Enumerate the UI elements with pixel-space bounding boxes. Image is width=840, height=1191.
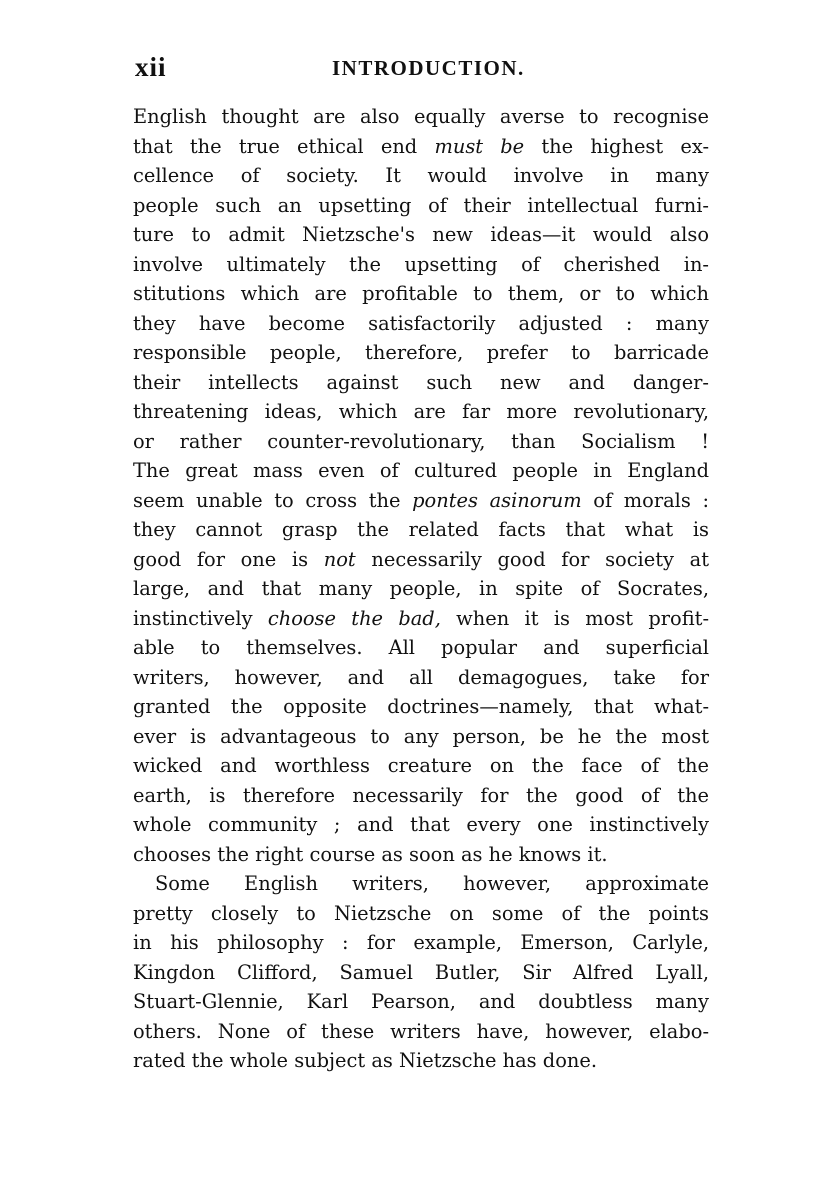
text-line: The great mass even of cultured people in England <box>133 459 709 482</box>
body-text <box>133 102 709 1076</box>
text-line: wicked and worthless creature on the face of the <box>133 754 709 777</box>
page-number: xii <box>135 52 167 82</box>
text-line: earth, is therefore necessarily for the good of the <box>133 783 709 807</box>
text-line: writers, however, and all demagogues, take for <box>133 665 709 689</box>
italic-phrase: must be <box>434 134 525 158</box>
text-line: chooses the right course as soon as he knows it. <box>133 842 608 866</box>
italic-phrase: pontes asinorum <box>412 488 582 512</box>
text-line: in his philosophy : for example, Emerson, Carlyle, <box>133 931 709 954</box>
text-line: people such an upsetting of their intellectual furni- <box>133 193 709 217</box>
text-line: or rather counter-revolutionary, than Socialism ! <box>133 429 709 453</box>
text-line: stitutions which are profitable to them, or to which <box>133 282 709 305</box>
page-header <box>135 52 707 86</box>
text-line: Stuart-Glennie, Karl Pearson, and doubtless many <box>133 990 709 1013</box>
text-line: responsible people, therefore, prefer to barricade <box>133 341 709 364</box>
text-line: instinctively choose the bad, when it is most profit- <box>133 606 709 630</box>
italic-phrase: not <box>323 547 356 571</box>
italic-phrase: choose the bad, <box>267 606 441 630</box>
text-line: large, and that many people, in spite of Socrates, <box>133 577 709 600</box>
text-line: they cannot grasp the related facts that what is <box>133 518 709 541</box>
text-line: involve ultimately the upsetting of cherished in- <box>133 252 709 276</box>
text-line: they have become satisfactorily adjusted : many <box>133 311 709 335</box>
text-line: granted the opposite doctrines—namely, that what- <box>133 695 709 718</box>
text-line: good for one is not necessarily good for society at <box>133 547 709 571</box>
text-line: that the true ethical end must be the highest ex- <box>133 134 709 158</box>
text-line: ever is advantageous to any person, be he the most <box>133 724 709 748</box>
text-line: others. None of these writers have, however, elabo- <box>133 1019 709 1043</box>
running-head: INTRODUCTION. <box>332 56 525 80</box>
text-line: threatening ideas, which are far more revolutionary, <box>133 400 709 423</box>
text-line: seem unable to cross the pontes asinorum of morals : <box>133 488 710 512</box>
text-line: English thought are also equally averse to recognise <box>133 105 709 128</box>
text-line: cellence of society. It would involve in many <box>133 164 709 187</box>
text-line: pretty closely to Nietzsche on some of the points <box>133 901 709 925</box>
text-line: Some English writers, however, approximate <box>155 872 709 895</box>
text-line: Kingdon Clifford, Samuel Butler, Sir Alfred Lyall, <box>133 960 709 984</box>
text-line: whole community ; and that every one instinctively <box>133 813 709 836</box>
text-line: ture to admit Nietzsche's new ideas—it would also <box>133 223 709 246</box>
text-line: able to themselves. All popular and superficial <box>133 636 709 659</box>
text-line: their intellects against such new and danger- <box>133 370 709 394</box>
text-line: rated the whole subject as Nietzsche has done. <box>133 1049 597 1072</box>
